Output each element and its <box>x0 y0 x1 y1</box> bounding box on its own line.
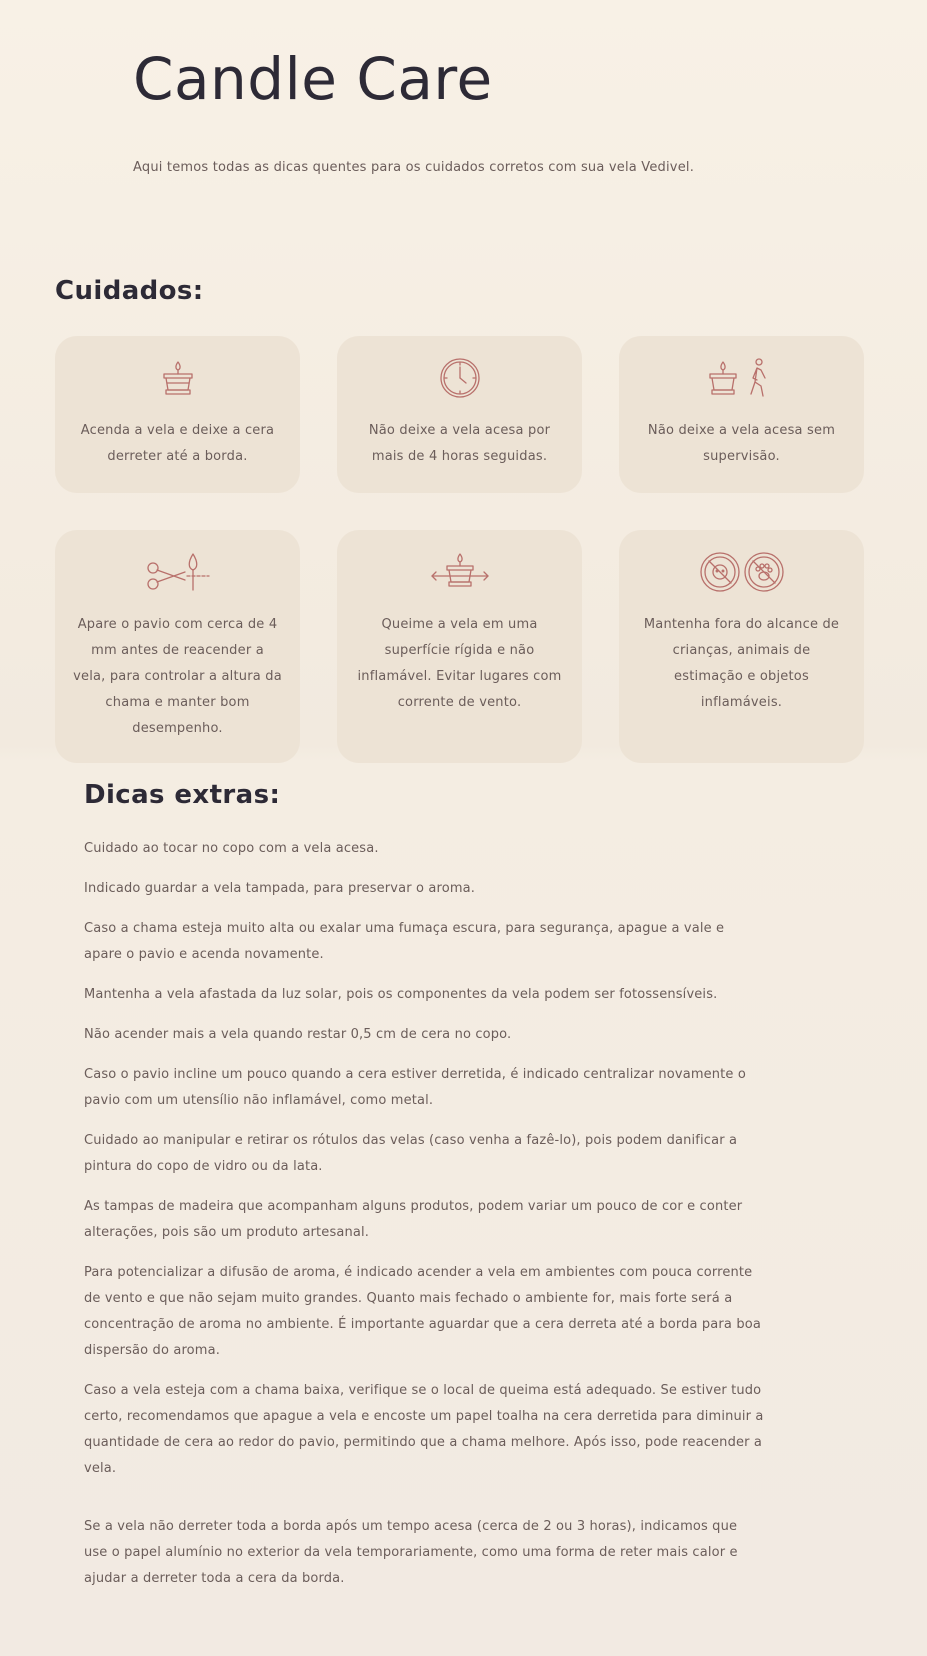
care-card <box>55 336 300 493</box>
extra-tip: Para potencializar a difusão de aroma, é indicado acender a vela em ambientes com pouca corrente de vento e que não sejam muito grandes. Quanto mais fechado o ambiente for, mais forte será a concentração de aroma no ambiente. É importante aguardar que a cera derreta até a borda para boa dispersão do aroma. <box>84 1265 761 1358</box>
extra-tip: Não acender mais a vela quando restar 0,5 cm de cera no copo. <box>84 1027 512 1042</box>
care-card-text: Não deixe a vela acesa sem supervisão. <box>647 423 836 464</box>
no-children-no-pets-icon <box>700 550 784 594</box>
care-card-text: Queime a vela em uma superfície rígida e não inflamável. Evitar lugares com corrente de vento. <box>357 617 562 710</box>
extra-tip: As tampas de madeira que acompanham alguns produtos, podem variar um pouco de cor e conter alterações, pois são um produto artesanal. <box>84 1199 743 1240</box>
extra-tip: Indicado guardar a vela tampada, para preservar o aroma. <box>84 881 476 896</box>
extra-tip: Cuidado ao tocar no copo com a vela acesa. <box>84 841 379 856</box>
extras-list <box>84 836 764 1606</box>
hero <box>133 38 833 175</box>
extra-tip: Caso o pavio incline um pouco quando a cera estiver derretida, é indicado centralizar novamente o pavio com um utensílio não inflamável, como metal. <box>84 1067 746 1108</box>
scissors-flame-icon <box>145 550 211 594</box>
candle-icon <box>156 356 200 400</box>
clock-icon <box>438 356 482 400</box>
extra-tip: Cuidado ao manipular e retirar os rótulos das velas (caso venha a fazê-lo), pois podem danificar a pintura do copo de vidro ou da lata. <box>84 1133 738 1174</box>
care-cards <box>55 336 865 763</box>
care-card <box>619 530 864 763</box>
extras-section-title: Dicas extras: <box>84 780 281 810</box>
candle-surface-icon <box>430 550 490 594</box>
extra-tip: Caso a vela esteja com a chama baixa, verifique se o local de queima está adequado. Se estiver tudo certo, recomendamos que apague a vela e encoste um papel toalha na cera derretida para diminuir a quantidade de cera ao redor do pavio, permitindo que a chama melhore. Após isso, pode reacender a vela. <box>84 1383 764 1476</box>
care-card <box>337 336 582 493</box>
care-card-text: Apare o pavio com cerca de 4 mm antes de reacender a vela, para controlar a altura da chama e manter bom desempenho. <box>73 617 282 736</box>
extra-tip: Mantenha a vela afastada da luz solar, pois os componentes da vela podem ser fotossensíveis. <box>84 987 718 1002</box>
care-card-text: Acenda a vela e deixe a cera derreter até a borda. <box>80 423 275 464</box>
care-card <box>337 530 582 763</box>
extra-tip: Se a vela não derreter toda a borda após um tempo acesa (cerca de 2 ou 3 horas), indicamos que use o papel alumínio no exterior da vela temporariamente, como uma forma de reter mais calor e ajudar a derreter toda a cera da borda. <box>84 1519 738 1586</box>
extra-tip: Caso a chama esteja muito alta ou exalar uma fumaça escura, para segurança, apague a vale e apare o pavio e acenda novamente. <box>84 921 725 962</box>
care-card <box>55 530 300 763</box>
care-card-text: Não deixe a vela acesa por mais de 4 horas seguidas. <box>368 423 551 464</box>
care-card <box>619 336 864 493</box>
page-subtitle: Aqui temos todas as dicas quentes para os cuidados corretos com sua vela Vedivel. <box>133 160 695 175</box>
page-title: Candle Care <box>133 45 493 113</box>
care-card-text: Mantenha fora do alcance de crianças, animais de estimação e objetos inflamáveis. <box>643 617 840 710</box>
candle-walking-person-icon <box>707 356 777 400</box>
care-section-title: Cuidados: <box>55 276 204 306</box>
